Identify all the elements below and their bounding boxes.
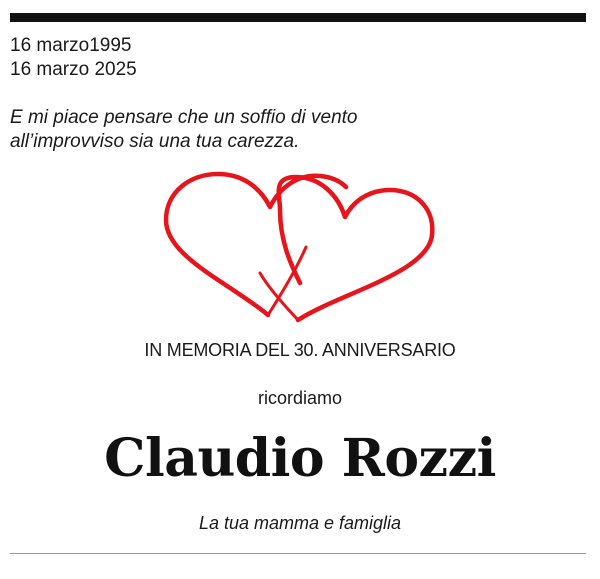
dates-block	[10, 34, 137, 82]
two-hearts-icon	[150, 165, 450, 330]
memorial-quote	[10, 106, 357, 154]
top-divider	[10, 13, 586, 22]
deceased-name: Claudio Rozzi	[104, 428, 496, 489]
anniversary-heading: IN MEMORIA DEL 30. ANNIVERSARIO	[144, 340, 456, 360]
bottom-divider	[10, 553, 586, 554]
left-heart-icon	[166, 174, 346, 315]
right-heart-icon	[279, 177, 433, 320]
quote-line-1: E mi piace pensare che un soffio di vento	[10, 107, 358, 128]
remembrance-intro: ricordiamo	[257, 388, 343, 408]
death-date: 16 marzo 2025	[10, 59, 137, 80]
quote-line-2: all’improvviso sia una tua carezza.	[10, 131, 300, 152]
family-signature: La tua mamma e famiglia	[198, 513, 402, 533]
birth-date: 16 marzo1995	[10, 35, 132, 56]
